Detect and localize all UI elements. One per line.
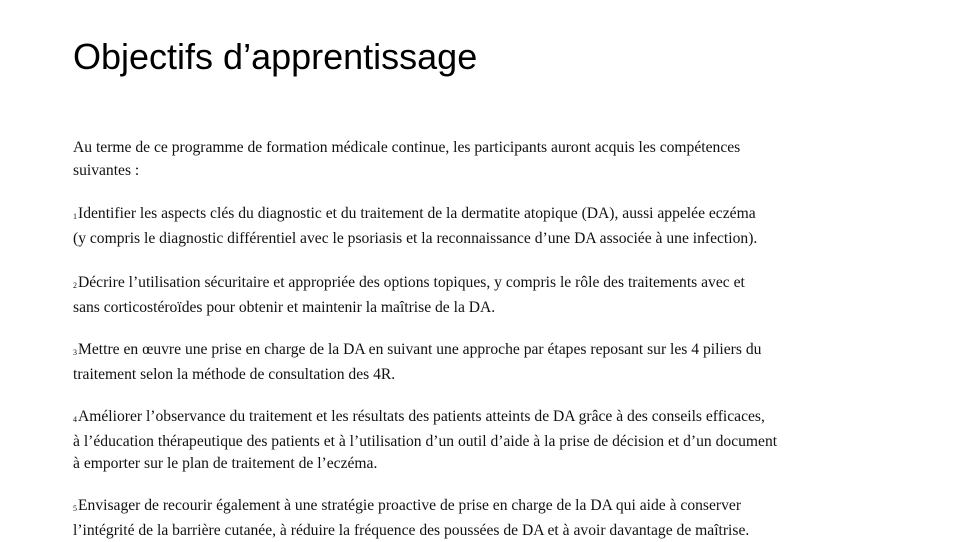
objective-line: à l’éducation thérapeutique des patients et à l’utilisation d’un outil d’aide à la prise de décision et d’un document	[73, 431, 777, 454]
objective-text: Envisager de recourir également à une stratégie proactive de prise en charge de la DA qui aide à conserver	[78, 497, 741, 514]
objective-item	[73, 272, 745, 319]
objective-line: sans corticostéroïdes pour obtenir et maintenir la maîtrise de la DA.	[73, 297, 745, 320]
objective-line	[73, 406, 777, 431]
objective-line	[73, 272, 745, 297]
objective-item	[73, 406, 777, 476]
objective-line: l’intégrité de la barrière cutanée, à réduire la fréquence des poussées de DA et à avoir davantage de maîtrise.	[73, 520, 749, 542]
objective-text: Mettre en œuvre une prise en charge de la DA en suivant une approche par étapes reposant sur les 4 piliers du	[78, 341, 761, 358]
objective-line	[73, 495, 749, 520]
objective-line: à emporter sur le plan de traitement de l’eczéma.	[73, 453, 777, 476]
objective-number: 4	[73, 415, 77, 424]
objective-number: 1	[73, 212, 77, 221]
slide-title: Objectifs d’apprentissage	[73, 33, 477, 81]
objective-line	[73, 339, 761, 364]
objective-text: Améliorer l’observance du traitement et les résultats des patients atteints de DA grâce à des conseils efficaces,	[78, 408, 765, 425]
objective-line	[73, 203, 757, 228]
objective-number: 3	[73, 348, 77, 357]
objective-item	[73, 339, 761, 386]
objective-text: Décrire l’utilisation sécuritaire et appropriée des options topiques, y compris le rôle des traitements avec et	[78, 274, 745, 291]
objective-number: 2	[73, 281, 77, 290]
objective-item	[73, 495, 749, 542]
intro-paragraph	[73, 137, 740, 182]
objective-number: 5	[73, 504, 77, 513]
objective-item	[73, 203, 757, 250]
intro-line: Au terme de ce programme de formation médicale continue, les participants auront acquis les compétences	[73, 137, 740, 160]
objective-line: (y compris le diagnostic différentiel avec le psoriasis et la reconnaissance d’une DA associée à une infection).	[73, 228, 757, 251]
intro-line: suivantes :	[73, 160, 740, 183]
objective-text: Identifier les aspects clés du diagnostic et du traitement de la dermatite atopique (DA), aussi appelée eczéma	[78, 205, 756, 222]
objective-line: traitement selon la méthode de consultation des 4R.	[73, 364, 761, 387]
